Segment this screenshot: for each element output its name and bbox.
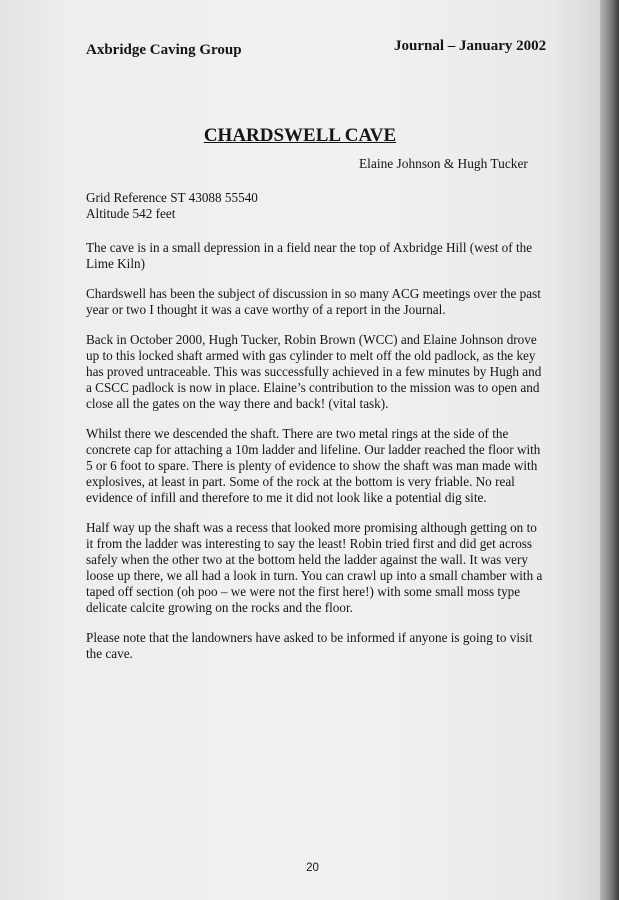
page-edge-shadow — [600, 0, 619, 900]
paragraph-padlock: Back in October 2000, Hugh Tucker, Robin Brown (WCC) and Elaine Johnson drove up to this locked shaft armed with gas cylinder to melt off the old padlock, as the key has proved untraceable. This was successfully achieved in a few minutes by Hugh and a CSCC padlock is now in place. Elaine’s contribution to the mission was to open and close all the gates on the way there and back! (vital task). — [86, 332, 542, 411]
article-authors: Elaine Johnson & Hugh Tucker — [359, 156, 528, 171]
paragraph-recess: Half way up the shaft was a recess that looked more promising although getting on to it from the ladder was interesting to say the least! Robin tried first and did get across safely when the other two at the bottom held the ladder against the wall. It was very loose up there, we all had a look in turn. You can crawl up into a small chamber with a taped off section (oh poo – we were not the first here!) with some small moss type delicate calcite growing on the rocks and the floor. — [86, 520, 543, 615]
altitude: Altitude 542 feet — [86, 206, 176, 221]
location-details — [86, 190, 546, 222]
paragraph-location: The cave is in a small depression in a field near the top of Axbridge Hill (west of the Lime Kiln) — [86, 240, 533, 271]
header-journal-date: Journal – January 2002 — [394, 38, 547, 54]
paragraph-landowner-note: Please note that the landowners have asked to be informed if anyone is going to visit the cave. — [86, 630, 533, 661]
header-group-name: Axbridge Caving Group — [86, 42, 242, 58]
article-body — [86, 190, 546, 676]
paragraph-intro: Chardswell has been the subject of discussion in so many ACG meetings over the past year or two I thought it was a cave worthy of a report in the Journal. — [86, 286, 541, 317]
page-number: 20 — [306, 862, 319, 874]
grid-reference: Grid Reference ST 43088 55540 — [86, 190, 258, 205]
paragraph-shaft-descent: Whilst there we descended the shaft. There are two metal rings at the side of the concrete cap for attaching a 10m ladder and lifeline. Our ladder reached the floor with 5 or 6 foot to spare. There is plenty of evidence to show the shaft was man made with explosives, at least in part. Some of the rock at the bottom is very friable. No real evidence of infill and therefore to me it did not look like a potential dig site. — [86, 426, 541, 505]
article-title: CHARDSWELL CAVE — [203, 125, 397, 146]
